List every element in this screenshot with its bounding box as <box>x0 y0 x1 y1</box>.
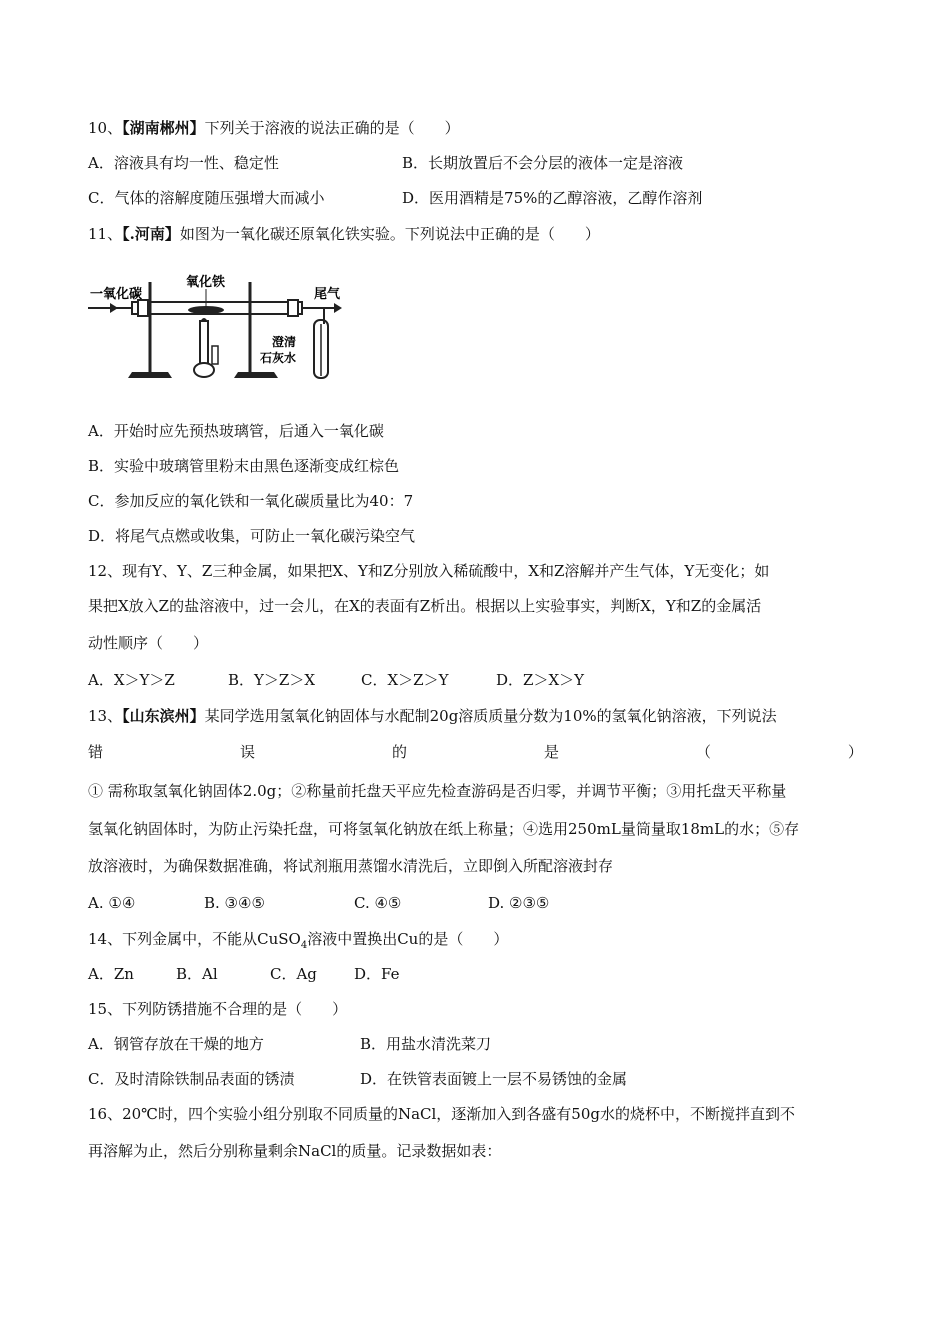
q13-option-c: C. ④⑤ <box>354 894 402 912</box>
q15-option-d: D．在铁管表面镀上一层不易锈蚀的金属 <box>360 1070 628 1088</box>
q10-option-a: A．溶液具有均一性、稳定性 <box>88 154 279 172</box>
q12-line-3: 动性顺序（ ） <box>88 634 209 652</box>
q12-option-a: A．X＞Y＞Z <box>88 671 175 689</box>
iron-oxide-powder <box>188 306 224 314</box>
q11-option-c: C．参加反应的氧化铁和一氧化碳质量比为40：7 <box>88 492 414 510</box>
q13-stem-line-2: 错 误 的 是 （ ） <box>88 743 863 761</box>
q15-option-a: A．钢管存放在干燥的地方 <box>88 1035 264 1053</box>
label-tail-gas: 尾气 <box>314 287 341 302</box>
q13-option-d: D. ②③⑤ <box>488 894 550 912</box>
q10-option-b: B．长期放置后不会分层的液体一定是溶液 <box>402 154 684 172</box>
q12-option-c: C．X＞Z＞Y <box>361 671 449 689</box>
apparatus-diagram <box>88 272 358 384</box>
q11-stem: 11、【.河南】如图为一氧化碳还原氧化铁实验。下列说法中正确的是（ ） <box>88 225 600 243</box>
q13-line-3: ① 需称取氢氧化钠固体2.0g；②称量前托盘天平应先检查游码是否归零，并调节平衡；③用托盘天平称量 <box>88 782 787 800</box>
q10-option-c: C．气体的溶解度随压强增大而减小 <box>88 189 325 207</box>
q10-stem: 10、【湖南郴州】下列关于溶液的说法正确的是（ ） <box>88 119 460 137</box>
q13-option-b: B. ③④⑤ <box>204 894 265 912</box>
q16-line-2: 再溶解为止，然后分别称量剩余NaCl的质量。记录数据如表： <box>88 1142 502 1160</box>
q13-source: 【山东滨州】 <box>122 707 205 725</box>
label-co: 一氧化碳 <box>90 287 143 302</box>
q13-stem: 13、【山东滨州】某同学选用氢氧化钠固体与水配制20g溶质质量分数为10%的氢氧化钠溶液，下列说法 <box>88 707 777 725</box>
q15-option-c: C．及时清除铁制品表面的锈渍 <box>88 1070 295 1088</box>
q12-line-1: 12、现有Y、Y、Z三种金属，如果把X、Y和Z分别放入稀硫酸中，X和Z溶解并产生气体，Y无变化；如 <box>88 562 770 580</box>
q14-option-c: C．Ag <box>270 965 317 983</box>
q11-option-d: D．将尾气点燃或收集，可防止一氧化碳污染空气 <box>88 527 416 545</box>
q14-option-b: B．Al <box>176 965 218 983</box>
q15-stem: 15、下列防锈措施不合理的是（ ） <box>88 1000 348 1018</box>
q12-option-b: B．Y＞Z＞X <box>228 671 316 689</box>
q10-option-d: D．医用酒精是75%的乙醇溶液，乙醇作溶剂 <box>402 189 703 207</box>
q12-option-d: D．Z＞X＞Y <box>496 671 585 689</box>
q14-stem: 14、下列金属中，不能从CuSO$_4$溶液中置换出Cu的是（ ） <box>88 930 509 951</box>
q10-source: 【湖南郴州】 <box>122 119 205 137</box>
q11-source: 【.河南】 <box>122 225 180 243</box>
label-iron-oxide: 氧化铁 <box>186 275 226 290</box>
q12-line-2: 果把X放入Z的盐溶液中，过一会儿，在X的表面有Z析出。根据以上实验事实，判断X，Y和Z的金属活 <box>88 597 762 615</box>
q13-line-5: 放溶液时，为确保数据准确，将试剂瓶用蒸馏水清洗后，立即倒入所配溶液封存 <box>88 857 614 875</box>
q14-option-a: A．Zn <box>88 965 134 983</box>
q13-option-a: A. ①④ <box>88 894 136 912</box>
q11-option-b: B．实验中玻璃管里粉末由黑色逐渐变成红棕色 <box>88 457 400 475</box>
q15-option-b: B．用盐水清洗菜刀 <box>360 1035 492 1053</box>
co-reduction-apparatus-figure <box>88 272 358 384</box>
q13-line-4: 氢氧化钠固体时，为防止污染托盘，可将氢氧化钠放在纸上称量；④选用250mL量筒量取18mL的水；⑤存 <box>88 820 800 838</box>
q11-option-a: A．开始时应先预热玻璃管，后通入一氧化碳 <box>88 422 384 440</box>
label-limewater-1: 澄清 <box>272 335 297 349</box>
q14-option-d: D．Fe <box>354 965 400 983</box>
label-limewater-2: 石灰水 <box>260 351 297 365</box>
q16-line-1: 16、20℃时，四个实验小组分别取不同质量的NaCl，逐渐加入到各盛有50g水的烧杯中，不断搅拌直到不 <box>88 1105 795 1123</box>
